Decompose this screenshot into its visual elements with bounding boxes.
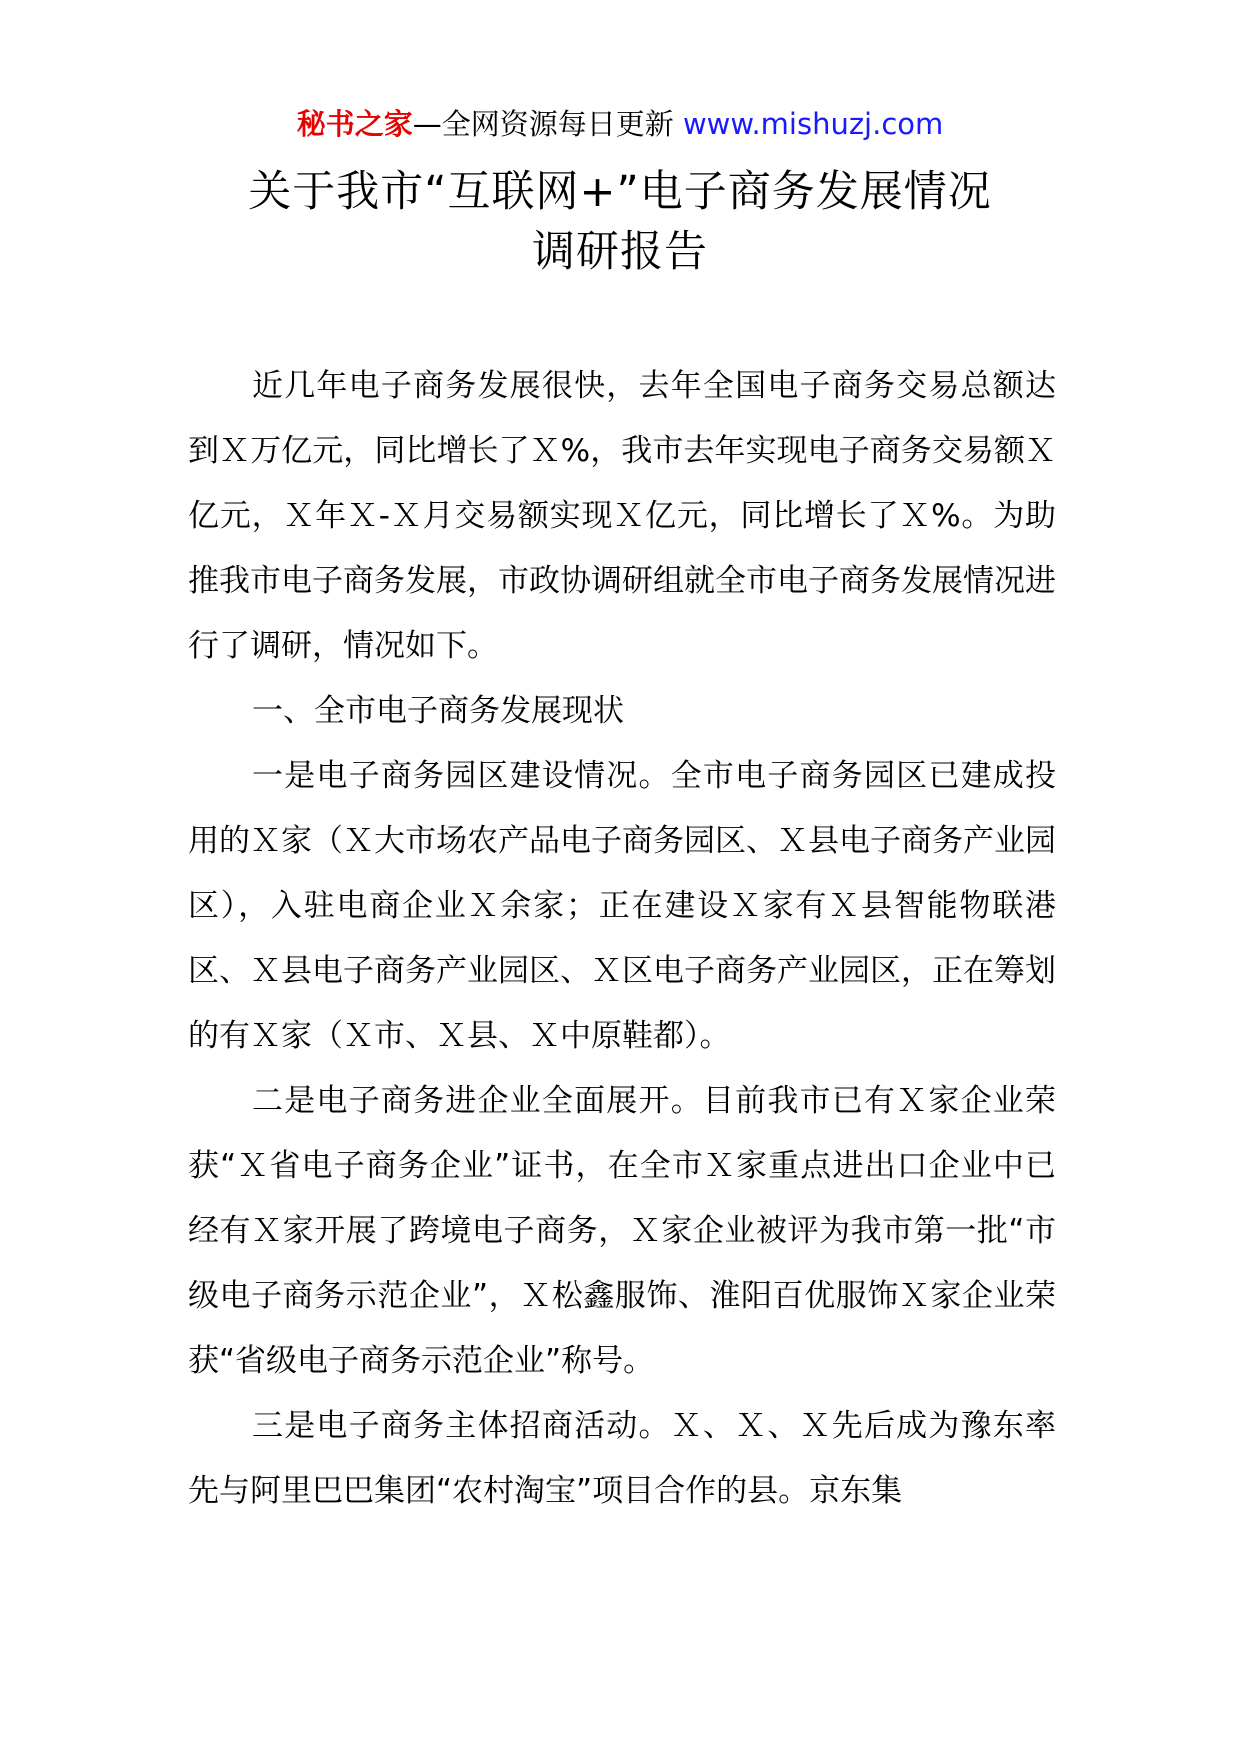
header-brand: 秘书之家 bbox=[296, 107, 413, 141]
paragraph-investment-activity: 三是电子商务主体招商活动。Ｘ、Ｘ、Ｘ先后成为豫东率先与阿里巴巴集团“农村淘宝”项目合作的县。京东集 bbox=[188, 1408, 1056, 1509]
paragraph-park-construction: 一是电子商务园区建设情况。全市电子商务园区已建成投用的Ｘ家（Ｘ大市场农产品电子商务园区、Ｘ县电子商务产业园区），入驻电商企业Ｘ余家；正在建设Ｘ家有Ｘ县智能物联港区、Ｘ县电子商务产业园区、Ｘ区电子商务产业园区，正在筹划的有Ｘ家（Ｘ市、Ｘ县、Ｘ中原鞋都）。 bbox=[188, 758, 1056, 1054]
document-title bbox=[0, 162, 1240, 282]
document-title-line-2: 调研报告 bbox=[532, 227, 708, 277]
paragraph-enterprise-adoption: 二是电子商务进企业全面展开。目前我市已有Ｘ家企业荣获“Ｘ省电子商务企业”证书，在全市Ｘ家重点进出口企业中已经有Ｘ家开展了跨境电子商务，Ｘ家企业被评为我市第一批“市级电子商务示范企业”，Ｘ松鑫服饰、淮阳百优服饰Ｘ家企业荣获“省级电子商务示范企业”称号。 bbox=[188, 1083, 1056, 1379]
document-body bbox=[188, 354, 1056, 1524]
header-url-link[interactable]: www.mishuzj.com bbox=[682, 107, 944, 141]
header-tagline: —全网资源每日更新 bbox=[412, 107, 683, 141]
document-title-line-1: 关于我市“互联网+”电子商务发展情况 bbox=[248, 167, 992, 217]
header-banner bbox=[0, 104, 1240, 144]
paragraph-intro: 近几年电子商务发展很快，去年全国电子商务交易总额达到Ｘ万亿元，同比增长了Ｘ%，我市去年实现电子商务交易额Ｘ亿元，Ｘ年Ｘ-Ｘ月交易额实现Ｘ亿元，同比增长了Ｘ%。为助推我市电子商务发展，市政协调研组就全市电子商务发展情况进行了调研，情况如下。 bbox=[188, 368, 1056, 664]
section-heading-1: 一、全市电子商务发展现状 bbox=[252, 693, 624, 729]
